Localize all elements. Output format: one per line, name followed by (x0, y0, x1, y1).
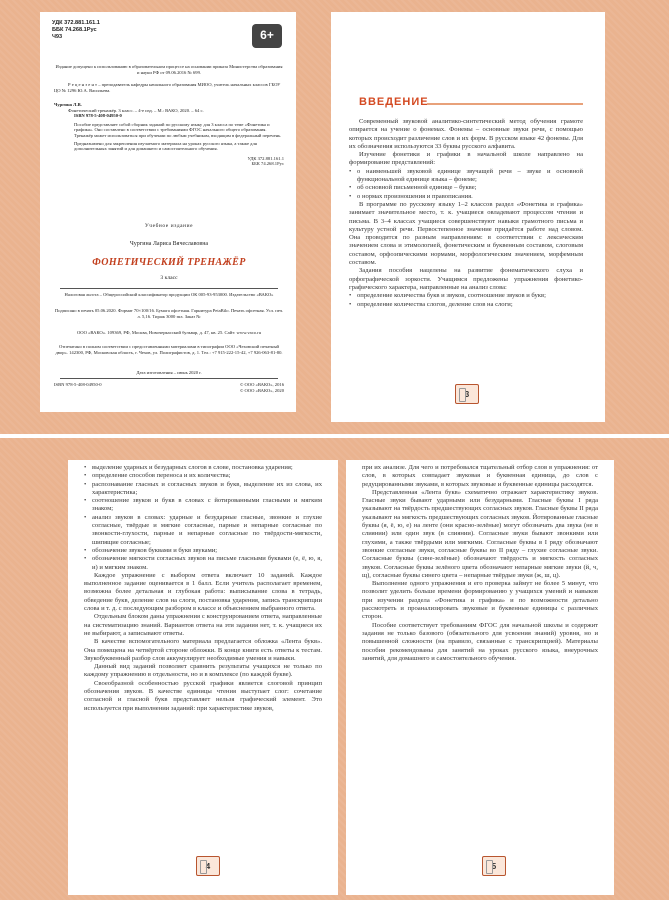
bottom-spread (0, 438, 669, 900)
author-short: Чургина Л.В. (54, 102, 82, 107)
intro-paragraph: Задания пособия нацелены на развитие фонематического слуха и орфографической зоркости. Учащимся предложены упражнения фонетико-графического характера, направленные на анализ слова: (349, 267, 583, 291)
copyright-block (54, 382, 284, 393)
udk-code: УДК 372.881.161.1 (52, 20, 100, 26)
catalog-card (54, 102, 284, 167)
divider (54, 378, 284, 379)
udk-repeat: УДК 372.881.161.1 (247, 155, 284, 161)
page-4-text (84, 464, 322, 834)
intro-page (331, 12, 605, 422)
page4-bullet: • выделение ударных и безударных слогов в слове, постановка ударения; (84, 464, 322, 472)
page4-paragraph: В качестве вспомогательного материала предлагается обложка «Лента букв». Она помещена на четвёртой стороне обложки. В конце книги есть ответы к тестам. Звукобуквенный разбор слов аккумулирует необходимые умения и навыки. (84, 638, 322, 662)
page4-bullet: • обозначение звуков буквами и букв звуками; (84, 547, 322, 555)
section-heading: ВВЕДЕНИЕ (359, 96, 429, 108)
printer-info: Отпечатано в полном соответствии с предоставленными материалами в типографии ООО «Чеховский печатный двор». 142300, РФ, Московская область, г. Чехов, ул. Полиграфистов, д. 1. Тел.: +7 915-222-15-42, +7 926-063-81-80. (55, 344, 283, 355)
page4-bullet: • соотношение звуков и букв в словах с йотированными гласными и мягким знаком; (84, 497, 322, 514)
author-full: Чургина Лариса Вячеславовна (129, 241, 209, 247)
divider (54, 288, 284, 289)
top-spread (0, 0, 669, 434)
copyright-2020: © ООО «ВАКО», 2020 (239, 387, 284, 393)
page-5 (346, 460, 614, 895)
tax-note: Налоговая льгота – Общероссийский классификатор продукции ОК 005-93-953000. Издательство «ВАКО» (64, 292, 274, 297)
page-number-4: 4 (196, 856, 220, 876)
page-5-text (362, 464, 598, 834)
intro-text (349, 118, 583, 309)
book-title: ФОНЕТИЧЕСКИЙ ТРЕНАЖЁР (92, 257, 246, 268)
heading-rule (427, 103, 583, 105)
page4-bullet: • распознавание гласных и согласных звуков и букв, выделение их из слова, их характеристика; (84, 481, 322, 498)
page5-paragraph: Выполнение одного упражнения и его проверка займут не более 5 минут, что позволит уделить больше времени формированию у учащихся умений и навыков при изучении раздела «Фонетика и графика» и по возможности детально рассмотреть и проанализировать звуковые и буквенные единицы с различных сторон. (362, 580, 598, 621)
page4-paragraph: Каждое упражнение с выбором ответа включает 10 заданий. Каждое выполненное задание оценивается в 1 балл. Если учитель располагает временем, возможна более детальная и глубокая работа: выписывание слова в тетрадь, обведение букв, деление слов на слоги, постановка ударения, запись транскрипции слова и т. д. с последующим разбором в классе и объяснением выбранного ответа. (84, 571, 322, 613)
publisher-info: ООО «ВАКО». 109369, РФ, Москва, Новочеркасский бульвар, д. 47, кв. 25. Сайт: www.vaco.ru (76, 330, 262, 335)
page4-bullet: • обозначение мягкости согласных звуков на письме гласными буквами (е, ё, ю, я, и) и мягким знаком. (84, 555, 322, 572)
annotation: Пособие представляет собой сборник заданий по русскому языку для 3 класса по теме «Фонетика и графика». Оно составлено в соответствии с требованиями ФГОС начального общего образования. Тренажёр может использоваться при обучении по любым учебникам, входящим в федеральный перечень. (74, 121, 282, 138)
isbn-line: ISBN 978-5-408-04950-0 (74, 113, 122, 119)
intro-paragraph: Изучение фонетики и графики в начальной школе направлено на формирование представлений: (349, 151, 583, 167)
udk-block (52, 20, 100, 41)
page4-bullet: • анализ звуков в словах: ударные и безударные гласные, звонкие и глухие согласные, твёрдые и мягкие согласные, парные и непарные согласные по звонкости-глухости, парные и непарные согласные по твёрдости-мягкости, шипящие согласные; (84, 514, 322, 547)
reviewer-note: Р е ц е н з е н т – преподаватель кафедры начального образования МИОО, учитель начальных классов ГБОУ ЦО № 1296 Ю.А. Васильева. (54, 82, 281, 93)
intro-bullet: • о наименьшей звуковой единице звучащей речи – звуке и основной функциональной единице языка – фонеме; (349, 168, 583, 185)
page5-paragraph: Пособие соответствует требованиям ФГОС для начальной школы и содержит задания не только базового (обязательного для усвоения знаний) уровня, но и повышенной сложности (на правило, связанные с транскрипцией). Материалы пособия рекомендованы для занятий на уроках русского языка, внеурочных занятий, для домашнего и самостоятельного обучения. (362, 621, 598, 662)
page5-paragraph: при их анализе. Для чего и потребовался тщательный отбор слов в упражнения: от слов, в которых совпадает звуковая и буквенная единица, до слов с редуцированными звуками, в которых звуковые и буквенные единицы расходятся. (362, 464, 598, 488)
production-date: Дата изготовления – июнь 2020 г. (136, 370, 202, 375)
imprint-page (40, 12, 296, 412)
isbn-bottom: ISBN 978-5-408-04950-0 (54, 382, 102, 387)
intro-bullet: • определение количества слогов, деление слов на слоги; (349, 301, 583, 309)
bbk-code: ББК 74.268.1Рус (52, 27, 97, 33)
intro-paragraph: В программе по русскому языку 1–2 классов раздел «Фонетика и графика» занимает значительное место, т. к. учащиеся овладевают процессом чтения и письма. В 3–4 классах учащиеся совершенствуют навыки грамотного письма и культуру устной речи. Первостепенное значение придаётся работе над словом. Она проводится по разным направлениям: в соответствии с лексическим значением слова и этимологией, фонетическим и буквенным составом, слоговым составом, орфоэпическими нормами, морфологическим значением, морфемным составом. (349, 200, 583, 267)
audience-note: Предназначено для закрепления изучаемого материала на уроках русского языка, а также для дополнительных занятий и для домашнего и самостоятельного обучения. (74, 140, 257, 152)
page-number-5: 5 (482, 856, 506, 876)
page4-paragraph: Данный вид заданий позволяет сравнить результаты учащихся не только по каждому упражнению в отдельности, но и в комплексе (по каждой букве). (84, 663, 322, 679)
page-number-3: 3 (455, 384, 479, 404)
intro-paragraph: Современный звуковой аналитико-синтетический метод обучения грамоте опирается на учение о фонемах. Фонемы – основные звуки речи, с помощью которых происходит различение слов и их форм. В русском языке 42 фонемы. Для их обозначения используются 33 буквы русского алфавита. (349, 118, 583, 150)
bbk-repeat: ББК 74.268.1Рус (251, 161, 284, 167)
page4-paragraph: Отдельным блоком даны упражнения с конструированием ответа, направленные на систематизацию знаний. Вариантов ответа на эти задания нет, т. к. учащиеся их не выбирают, а записывают ответы. (84, 613, 322, 637)
page-4 (68, 460, 338, 895)
page5-paragraph: Представленная «Лента букв» схематично отражает характеристику звуков. Гласные звуки бывают ударными или безударными. Гласные буквы I ряда указывают на твёрдость предшествующих согласных звуков. Гласные буквы II ряда указывают на мягкость предшествующих согласных звуков. Йотированные гласные буквы (я, ё, ю, е) на ленте (они красно-зелёные) могут обозначать два звука (не в слиянии) или один звук (в слиянии). Согласные звуки бывают звонкими или глухими, а также твёрдыми или мягкими. Согласные буквы в I ряду обозначают звонкие согласные звуки, согласные буквы во II ряду – глухие согласные звуки. Согласные буквы (сине-зелёные) обозначают твёрдость и мягкость согласных звуков. Согласные буквы зелёного цвета обозначают непарные мягкие звуки (й, ч, щ), согласные буквы синего цвета – непарные твёрдые звуки (ж, ш, ц). (362, 488, 598, 579)
page4-bullet: • определение способов переноса и их количества; (84, 472, 322, 480)
intro-bullet: • о нормах произношения и правописания. (349, 193, 583, 201)
page4-paragraph: Своеобразной особенностью русской графики является слоговой принцип обозначения звуков. В качестве единицы чтения выступает слог: сочетание согласной и гласной букв представляет нельзя графический элемент. Это используется при выполнении заданий: при характеристике звуков, (84, 679, 322, 712)
intro-bullet: • об основной письменной единице – букве; (349, 184, 583, 192)
approval-note: Издание допущено к использованию в образовательном процессе на основании приказа Министерства образования и науки РФ от 09.06.2016 № 699. (55, 64, 283, 75)
edition-type: Учебное издание (144, 223, 194, 229)
author-code: Ч93 (52, 34, 63, 40)
printing-details: Подписано в печать 05.06.2020. Формат 70×100/16. Бумага офсетная. Гарнитура PetaBilo. Печать офсетная. Усл. печ. л. 5,16. Тираж 3000 экз. Заказ № (54, 308, 284, 319)
biblio-description: Фонетический тренажёр. 3 класс. – 4-е изд. – М.: ВАКО, 2020. – 64 с. (68, 107, 204, 113)
copyright-2016: © ООО «ВАКО», 2016 (239, 382, 284, 387)
age-rating-badge: 6+ (252, 24, 282, 48)
grade-label: 3 класс (160, 275, 178, 281)
intro-bullet: • определение количества букв и звуков, соотношение звуков и букв; (349, 292, 583, 300)
